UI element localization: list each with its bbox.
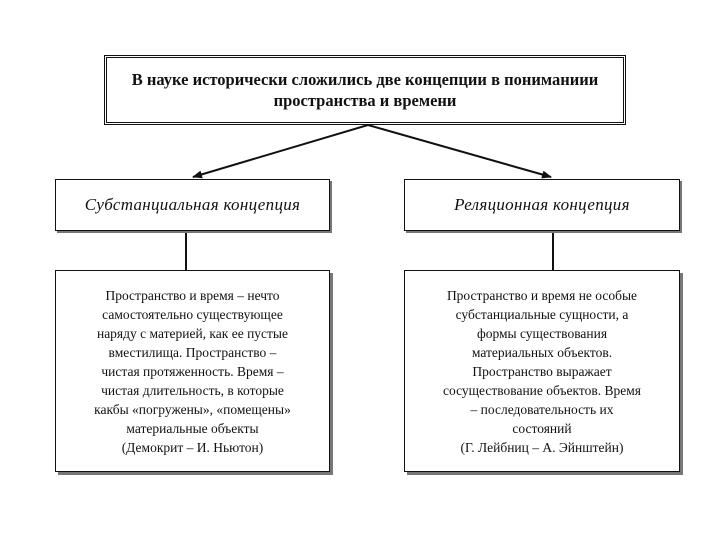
substantial-description: Пространство и время – нечто самостоятельно существующее наряду с материей, как ее пустые вместилища. Пространство – чистая протяженность. Время – чистая длительность, в которые какбы «погружены», «помещены» материальные объекты (Демокрит – И. Ньютон) (94, 287, 291, 455)
relational-concept-label: Реляционная концепция (454, 195, 630, 214)
substantial-concept-box (55, 179, 330, 231)
arrow-to-relational (368, 125, 551, 177)
relational-description: Пространство и время не особые субстанциальные сущности, а формы существования материальных объектов. Пространство выражает сосуществование объектов. Время – последовательность их состояний (Г. Лейбниц – А. Эйнштейн) (442, 287, 642, 455)
diagram-title: В науке исторически сложились две концепции в пониманиии пространства и времени (131, 70, 599, 110)
substantial-concept-label: Субстанциальная концепция (84, 195, 301, 214)
diagram-title-box (104, 55, 626, 125)
arrow-to-substantial (193, 125, 368, 177)
relational-concept-box (404, 179, 680, 231)
substantial-description-box (55, 270, 330, 472)
relational-description-box (404, 270, 680, 472)
